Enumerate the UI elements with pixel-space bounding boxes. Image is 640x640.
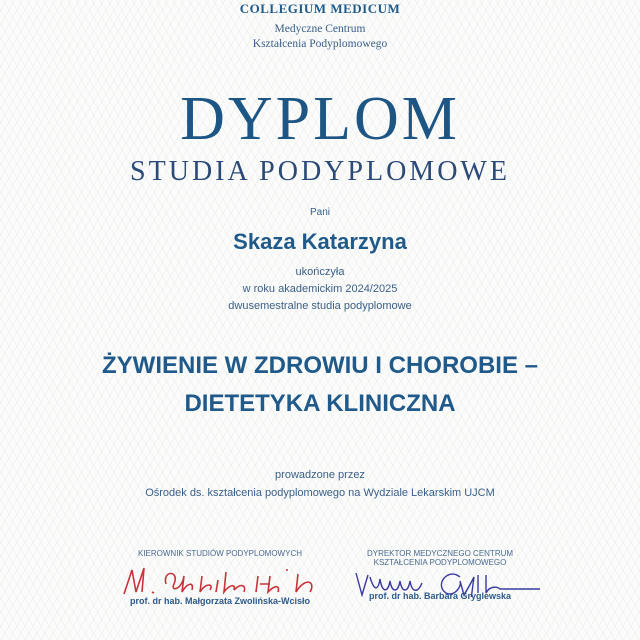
- unit-name-line2: Kształcenia Podyplomowego: [252, 38, 388, 50]
- signatory-name: prof. dr hab. Barbara Gryglewska: [368, 591, 512, 601]
- conducted-line1: prowadzone przez: [275, 469, 365, 481]
- signatory-role-line1: DYREKTOR MEDYCZNEGO CENTRUM: [366, 549, 514, 558]
- signature-block-left: [100, 549, 340, 606]
- signatory-role: KIEROWNIK STUDIÓW PODYPLOMOWYCH: [137, 549, 302, 558]
- handwritten-signature-left: [110, 562, 330, 598]
- institution-name: COLLEGIUM MEDICUM: [239, 1, 401, 16]
- body-line1: ukończyła: [295, 266, 345, 278]
- recipient-name: Skaza Katarzyna: [233, 229, 407, 254]
- signatory-name: prof. dr hab. Małgorzata Zwolińska-Wcisło: [129, 596, 311, 606]
- signatory-role-line2: KSZTAŁCENIA PODYPLOMOWEGO: [373, 558, 507, 567]
- program-title-line1: ŻYWIENIE W ZDROWIU I CHOROBIE –: [102, 352, 538, 379]
- unit-name-line1: Medyczne Centrum: [274, 23, 366, 35]
- diploma-subtitle: STUDIA PODYPLOMOWE: [130, 156, 510, 187]
- signature-block-right: [330, 549, 550, 601]
- salutation: Pani: [309, 207, 330, 218]
- program-title-line2: DIETETYKA KLINICZNA: [184, 390, 456, 417]
- body-line3: dwusemestralne studia podyplomowe: [228, 300, 412, 312]
- body-line2: w roku akademickim 2024/2025: [242, 283, 398, 295]
- diploma-title: DYPLOM: [180, 85, 460, 153]
- conducted-line2: Ośrodek ds. kształcenia podyplomowego na Wydziale Lekarskim UJCM: [145, 487, 495, 499]
